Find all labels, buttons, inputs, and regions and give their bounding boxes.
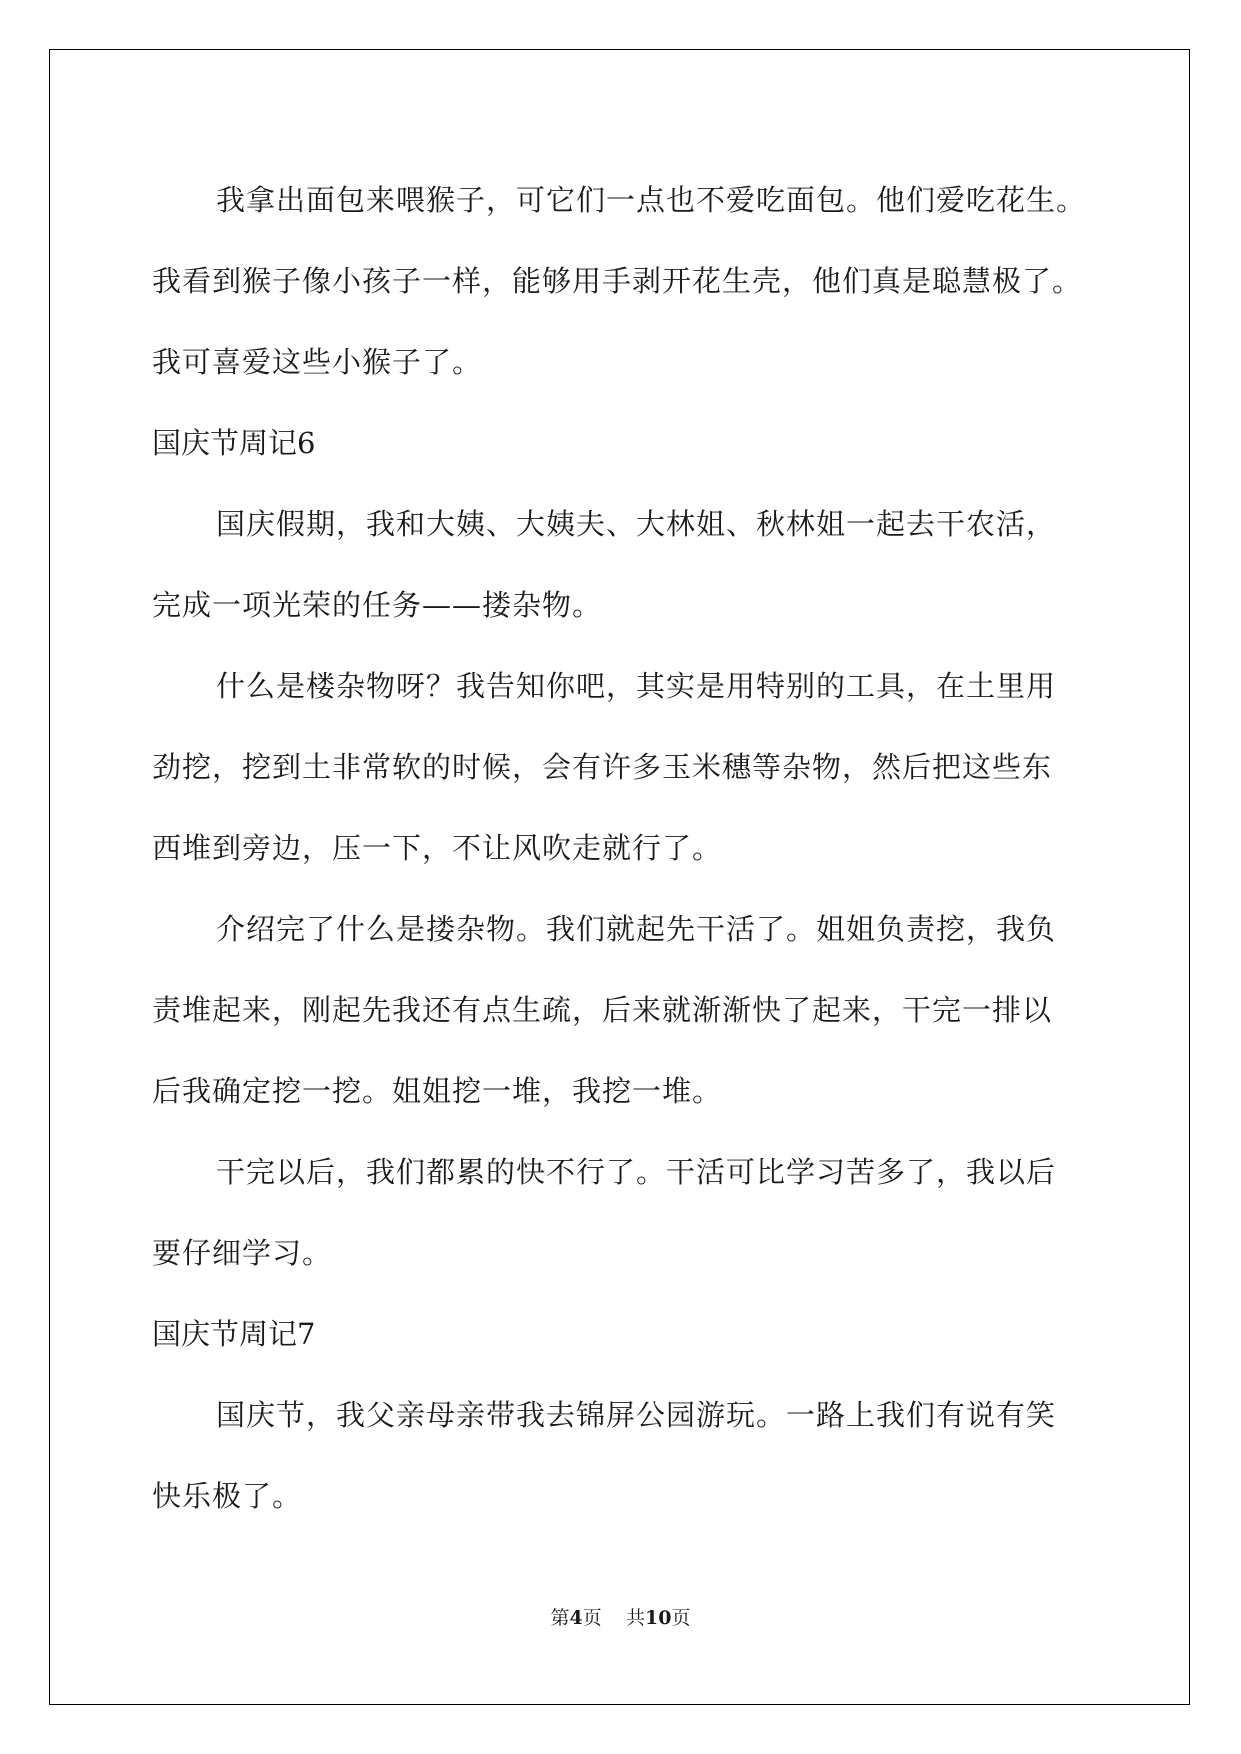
document-body — [152, 160, 1112, 1537]
text-line: 我拿出面包来喂猴子，可它们一点也不爱吃面包。他们爱吃花生。 — [216, 183, 1087, 217]
footer-prefix: 第 — [550, 1607, 570, 1629]
text-line: 西堆到旁边，压一下，不让风吹走就行了。 — [152, 831, 723, 865]
text-line: 国庆节，我父亲母亲带我去锦屏公园游玩。一路上我们有说有笑 — [216, 1398, 1057, 1432]
page-footer — [0, 1603, 1241, 1630]
section-heading: 国庆节周记7 — [152, 1317, 316, 1351]
text-line: 责堆起来，刚起先我还有点生疏，后来就渐渐快了起来，干完一排以 — [152, 993, 1053, 1027]
text-line: 后我确定挖一挖。姐姐挖一堆，我挖一堆。 — [152, 1074, 723, 1108]
footer-page-word: 页 — [582, 1607, 602, 1629]
text-line: 劲挖，挖到土非常软的时候，会有许多玉米穗等杂物，然后把这些东 — [152, 750, 1053, 784]
text-line: 干完以后，我们都累的快不行了。干活可比学习苦多了，我以后 — [216, 1155, 1057, 1189]
current-page-number: 4 — [569, 1607, 583, 1629]
total-page-count: 10 — [644, 1607, 672, 1629]
text-line: 快乐极了。 — [152, 1479, 303, 1513]
text-line: 什么是楼杂物呀？我告知你吧，其实是用特别的工具，在土里用 — [216, 669, 1057, 703]
text-line: 要仔细学习。 — [152, 1236, 333, 1270]
footer-total-prefix: 共 — [625, 1607, 645, 1629]
text-line: 我看到猴子像小孩子一样，能够用手剥开花生壳，他们真是聪慧极了。 — [152, 264, 1083, 298]
text-line: 完成一项光荣的任务——搂杂物。 — [152, 588, 603, 622]
text-line: 介绍完了什么是搂杂物。我们就起先干活了。姐姐负责挖，我负 — [216, 912, 1057, 946]
footer-total-word: 页 — [671, 1607, 691, 1629]
section-heading: 国庆节周记6 — [152, 426, 316, 460]
text-line: 我可喜爱这些小猴子了。 — [152, 345, 483, 379]
text-line: 国庆假期，我和大姨、大姨夫、大林姐、秋林姐一起去干农活， — [216, 507, 1057, 541]
